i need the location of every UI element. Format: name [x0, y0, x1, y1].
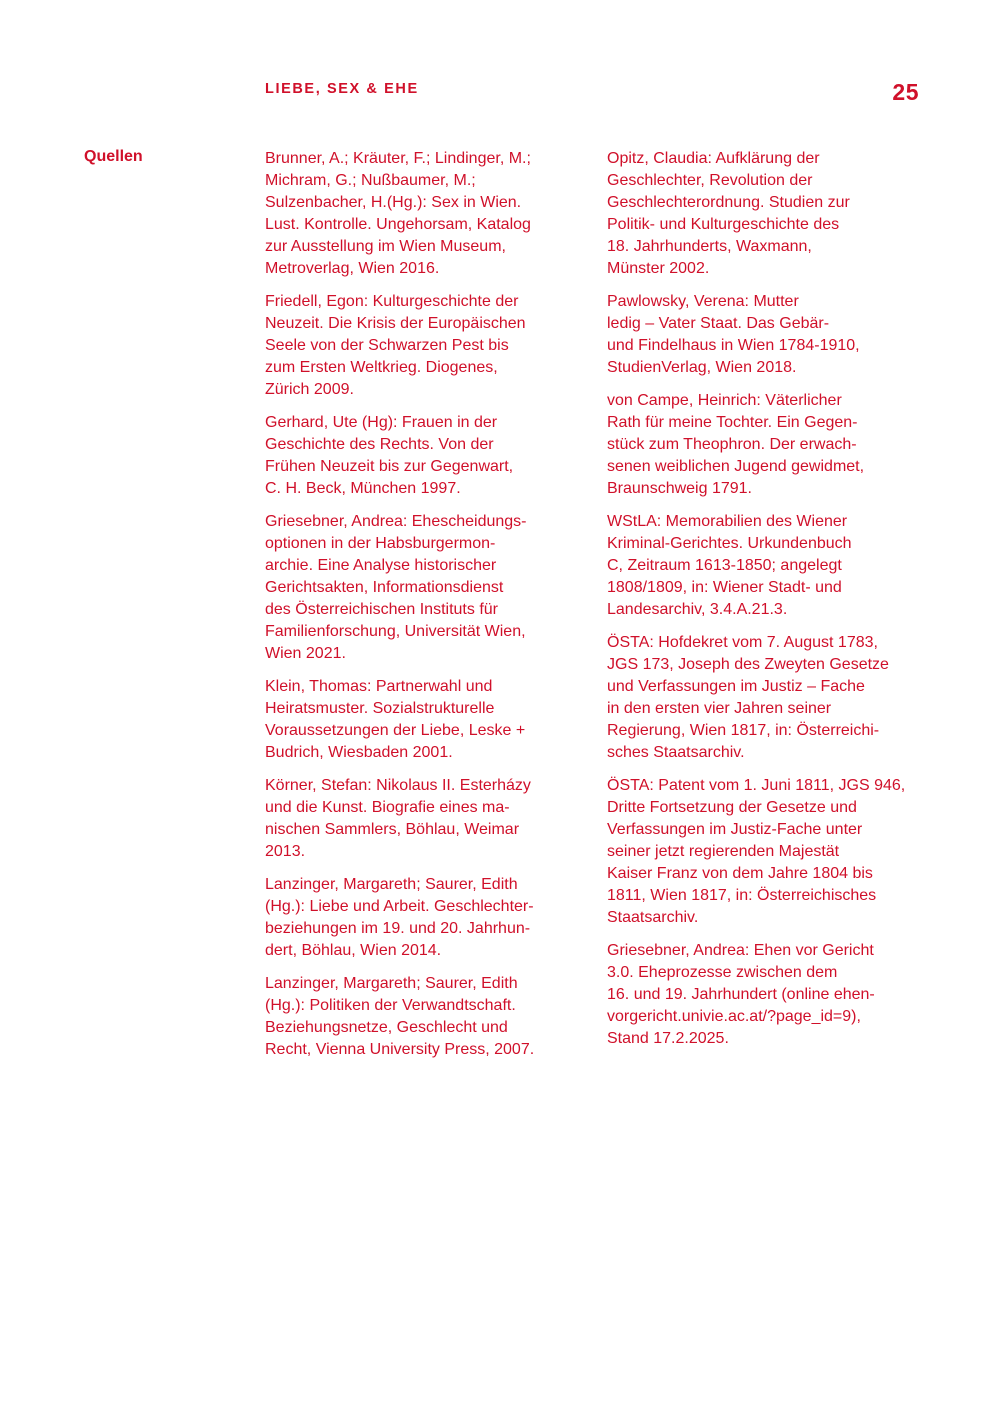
- section-label-quellen: Quellen: [84, 148, 143, 165]
- references-column-right: [607, 148, 929, 1061]
- reference-entry: [607, 632, 929, 764]
- reference-line: und Findelhaus in Wien 1784-1910,: [607, 337, 860, 354]
- reference-line: Brunner, A.; Kräuter, F.; Lindinger, M.;: [265, 150, 531, 167]
- reference-line: und Verfassungen im Justiz – Fache: [607, 678, 865, 695]
- reference-line: Sulzenbacher, H.(Hg.): Sex in Wien.: [265, 194, 522, 211]
- reference-line: Dritte Fortsetzung der Gesetze und: [607, 799, 857, 816]
- reference-line: Braunschweig 1791.: [607, 480, 752, 497]
- reference-line: Opitz, Claudia: Aufklärung der: [607, 150, 820, 167]
- reference-line: Beziehungsnetze, Geschlecht und: [265, 1019, 508, 1036]
- reference-line: Wien 2021.: [265, 645, 346, 662]
- reference-line: archie. Eine Analyse historischer: [265, 557, 497, 574]
- reference-line: Kriminal-Gerichtes. Urkundenbuch: [607, 535, 852, 552]
- reference-line: Heiratsmuster. Sozialstrukturelle: [265, 700, 495, 717]
- reference-line: WStLA: Memorabilien des Wiener: [607, 513, 848, 530]
- reference-line: 16. und 19. Jahrhundert (online ehen-: [607, 986, 875, 1003]
- reference-line: zur Ausstellung im Wien Museum,: [265, 238, 506, 255]
- reference-line: ledig – Vater Staat. Das Gebär-: [607, 315, 830, 332]
- reference-line: Verfassungen im Justiz-Fache unter: [607, 821, 863, 838]
- reference-line: Geschichte des Rechts. Von der: [265, 436, 494, 453]
- reference-line: Pawlowsky, Verena: Mutter: [607, 293, 799, 310]
- reference-line: C, Zeitraum 1613-1850; angelegt: [607, 557, 842, 574]
- reference-line: Griesebner, Andrea: Ehen vor Gericht: [607, 942, 874, 959]
- reference-line: Griesebner, Andrea: Ehescheidungs-: [265, 513, 527, 530]
- reference-line: Körner, Stefan: Nikolaus II. Esterházy: [265, 777, 531, 794]
- reference-line: Stand 17.2.2025.: [607, 1030, 729, 1047]
- reference-line: nischen Sammlers, Böhlau, Weimar: [265, 821, 520, 838]
- reference-entry: [265, 775, 587, 863]
- reference-line: des Österreichischen Instituts für: [265, 601, 498, 618]
- reference-line: Zürich 2009.: [265, 381, 354, 398]
- reference-entry: [607, 148, 929, 280]
- reference-line: Metroverlag, Wien 2016.: [265, 260, 440, 277]
- reference-line: Klein, Thomas: Partnerwahl und: [265, 678, 493, 695]
- reference-line: zum Ersten Weltkrieg. Diogenes,: [265, 359, 498, 376]
- reference-line: Neuzeit. Die Krisis der Europäischen: [265, 315, 526, 332]
- reference-line: Gerhard, Ute (Hg): Frauen in der: [265, 414, 498, 431]
- reference-entry: [607, 775, 929, 929]
- reference-line: sches Staatsarchiv.: [607, 744, 745, 761]
- reference-line: Recht, Vienna University Press, 2007.: [265, 1041, 535, 1058]
- reference-line: Michram, G.; Nußbaumer, M.;: [265, 172, 476, 189]
- reference-entry: [265, 412, 587, 500]
- reference-line: Lust. Kontrolle. Ungehorsam, Katalog: [265, 216, 531, 233]
- reference-line: 2013.: [265, 843, 306, 860]
- reference-entry: [607, 390, 929, 500]
- reference-line: ÖSTA: Hofdekret vom 7. August 1783,: [607, 634, 878, 651]
- reference-line: dert, Böhlau, Wien 2014.: [265, 942, 442, 959]
- reference-entry: [265, 973, 587, 1061]
- reference-line: Seele von der Schwarzen Pest bis: [265, 337, 509, 354]
- reference-line: Kaiser Franz von dem Jahre 1804 bis: [607, 865, 873, 882]
- reference-line: Münster 2002.: [607, 260, 710, 277]
- reference-line: optionen in der Habsburgermon-: [265, 535, 496, 552]
- reference-line: Geschlechter, Revolution der: [607, 172, 813, 189]
- reference-line: Friedell, Egon: Kulturgeschichte der: [265, 293, 519, 310]
- reference-entry: [607, 511, 929, 621]
- reference-line: vorgericht.univie.ac.at/?page_id=9),: [607, 1008, 861, 1025]
- reference-line: Geschlechterordnung. Studien zur: [607, 194, 850, 211]
- reference-line: C. H. Beck, München 1997.: [265, 480, 461, 497]
- reference-line: seiner jetzt regierenden Majestät: [607, 843, 840, 860]
- reference-line: von Campe, Heinrich: Väterlicher: [607, 392, 842, 409]
- reference-line: 1808/1809, in: Wiener Stadt- und: [607, 579, 842, 596]
- reference-line: 18. Jahrhunderts, Waxmann,: [607, 238, 812, 255]
- reference-line: beziehungen im 19. und 20. Jahrhun-: [265, 920, 531, 937]
- reference-entry: [265, 874, 587, 962]
- reference-entry: [265, 291, 587, 401]
- reference-line: Rath für meine Tochter. Ein Gegen-: [607, 414, 858, 431]
- page-number: 25: [892, 79, 919, 105]
- reference-line: (Hg.): Liebe und Arbeit. Geschlechter-: [265, 898, 534, 915]
- reference-line: Gerichtsakten, Informationsdienst: [265, 579, 504, 596]
- reference-line: Budrich, Wiesbaden 2001.: [265, 744, 453, 761]
- reference-line: 3.0. Eheprozesse zwischen dem: [607, 964, 838, 981]
- reference-line: Regierung, Wien 1817, in: Österreichi-: [607, 722, 880, 739]
- reference-entry: [265, 148, 587, 280]
- reference-line: Staatsarchiv.: [607, 909, 699, 926]
- reference-entry: [607, 940, 929, 1050]
- reference-entry: [607, 291, 929, 379]
- reference-line: senen weiblichen Jugend gewidmet,: [607, 458, 865, 475]
- reference-line: Familienforschung, Universität Wien,: [265, 623, 526, 640]
- reference-line: stück zum Theophron. Der erwach-: [607, 436, 857, 453]
- reference-line: Lanzinger, Margareth; Saurer, Edith: [265, 975, 518, 992]
- reference-line: (Hg.): Politiken der Verwandtschaft.: [265, 997, 516, 1014]
- reference-line: Politik- und Kulturgeschichte des: [607, 216, 840, 233]
- reference-line: und die Kunst. Biografie eines ma-: [265, 799, 510, 816]
- reference-line: in den ersten vier Jahren seiner: [607, 700, 832, 717]
- reference-line: ÖSTA: Patent vom 1. Juni 1811, JGS 946,: [607, 777, 906, 794]
- reference-line: Voraussetzungen der Liebe, Leske +: [265, 722, 526, 739]
- reference-entry: [265, 511, 587, 665]
- references-column-left: [265, 148, 587, 1072]
- reference-line: 1811, Wien 1817, in: Österreichisches: [607, 887, 877, 904]
- running-title: LIEBE, SEX & EHE: [265, 81, 419, 97]
- reference-line: Landesarchiv, 3.4.A.21.3.: [607, 601, 788, 618]
- reference-entry: [265, 676, 587, 764]
- reference-line: JGS 173, Joseph des Zweyten Gesetze: [607, 656, 889, 673]
- reference-line: Frühen Neuzeit bis zur Gegenwart,: [265, 458, 514, 475]
- reference-line: StudienVerlag, Wien 2018.: [607, 359, 797, 376]
- reference-line: Lanzinger, Margareth; Saurer, Edith: [265, 876, 518, 893]
